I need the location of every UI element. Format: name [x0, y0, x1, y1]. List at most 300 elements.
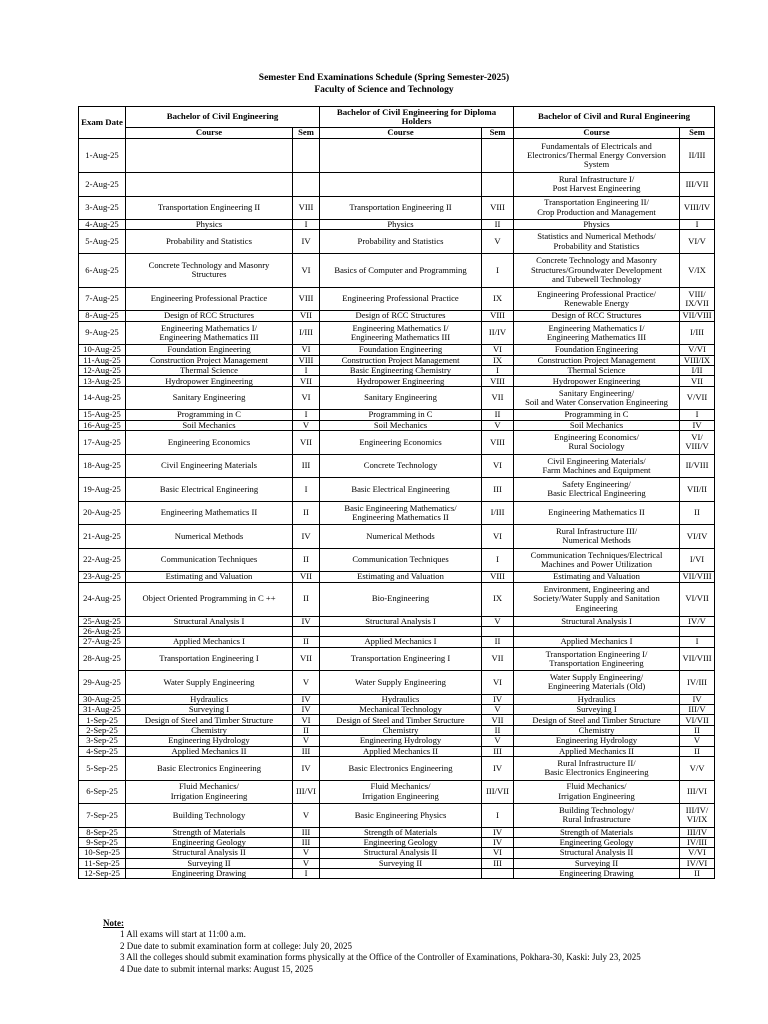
sem-cell-bce-diploma: V	[482, 736, 514, 746]
course-cell-bce-diploma: Transportation Engineering II	[320, 196, 482, 220]
course-header: Course	[126, 128, 293, 139]
sem-cell-bce: VII	[293, 311, 320, 321]
sem-cell-bce: VI	[293, 345, 320, 355]
course-cell-bce: Building Technology	[126, 804, 293, 828]
sem-cell-bce-diploma	[482, 173, 514, 197]
sem-cell-bce-diploma: IV	[482, 757, 514, 781]
sem-cell-bce-diploma: IX	[482, 287, 514, 311]
course-cell-bce-diploma: Basic Engineering Physics	[320, 804, 482, 828]
table-row	[79, 196, 715, 220]
course-cell-bcre: Communication Techniques/Electrical Machines and Power Utilization	[514, 548, 680, 572]
sem-cell-bcre: III/VII	[680, 173, 715, 197]
exam-date-cell: 5-Aug-25	[79, 230, 126, 254]
table-row	[79, 736, 715, 746]
document-heading	[0, 72, 768, 96]
course-cell-bcre: Structural Analysis I	[514, 616, 680, 626]
sem-cell-bce-diploma: IV	[482, 694, 514, 704]
course-cell-bce: Surveying I	[126, 705, 293, 715]
note-item: 3 All the colleges should submit examination forms physically at the Office of the Controller of Examinations, Pokhara-30, Kaski: July 23, 2025	[120, 952, 641, 963]
sem-cell-bce	[293, 626, 320, 636]
sem-cell-bcre: V/V	[680, 757, 715, 781]
course-cell-bcre: Strength of Materials	[514, 827, 680, 837]
program-header-bce-diploma: Bachelor of Civil Engineering for Diploma Holders	[320, 107, 514, 128]
sem-cell-bce: V	[293, 420, 320, 430]
table-row	[79, 548, 715, 572]
course-cell-bcre: Water Supply Engineering/ Engineering Materials (Old)	[514, 671, 680, 695]
sem-cell-bcre: VII/VIII	[680, 311, 715, 321]
sem-cell-bcre: IV	[680, 420, 715, 430]
course-cell-bce: Engineering Mathematics I/ Engineering Mathematics III	[126, 321, 293, 345]
sem-cell-bce-diploma: VI	[482, 345, 514, 355]
table-row	[79, 345, 715, 355]
course-cell-bce-diploma: Transportation Engineering I	[320, 647, 482, 671]
sem-cell-bce: III/VI	[293, 780, 320, 804]
exam-date-cell: 4-Sep-25	[79, 746, 126, 756]
course-cell-bce-diploma: Hydropower Engineering	[320, 376, 482, 386]
exam-date-cell: 25-Aug-25	[79, 616, 126, 626]
course-cell-bce-diploma: Communication Techniques	[320, 548, 482, 572]
course-cell-bce-diploma: Engineering Mathematics I/ Engineering Mathematics III	[320, 321, 482, 345]
table-row	[79, 454, 715, 478]
course-cell-bce: Thermal Science	[126, 366, 293, 376]
table-header-row	[79, 107, 715, 128]
table-row	[79, 311, 715, 321]
course-cell-bce: Civil Engineering Materials	[126, 454, 293, 478]
exam-date-cell: 1-Aug-25	[79, 139, 126, 173]
sem-cell-bce: III	[293, 827, 320, 837]
course-cell-bce: Numerical Methods	[126, 525, 293, 549]
sem-cell-bcre: VIII/IX	[680, 355, 715, 365]
table-row	[79, 355, 715, 365]
course-cell-bce-diploma: Structural Analysis II	[320, 848, 482, 858]
course-cell-bce-diploma: Strength of Materials	[320, 827, 482, 837]
sem-cell-bce-diploma: IV	[482, 837, 514, 847]
course-cell-bcre: Concrete Technology and Masonry Structures/Groundwater Development and Tubewell Technology	[514, 253, 680, 287]
sem-cell-bcre: IV/V	[680, 616, 715, 626]
course-cell-bce: Construction Project Management	[126, 355, 293, 365]
course-cell-bcre: Engineering Mathematics I/ Engineering Mathematics III	[514, 321, 680, 345]
sem-header: Sem	[680, 128, 715, 139]
sem-header: Sem	[482, 128, 514, 139]
sem-cell-bcre: IV/III	[680, 671, 715, 695]
course-cell-bce-diploma: Chemistry	[320, 725, 482, 735]
course-cell-bce-diploma: Applied Mechanics II	[320, 746, 482, 756]
course-cell-bcre: Fluid Mechanics/ Irrigation Engineering	[514, 780, 680, 804]
exam-date-cell: 23-Aug-25	[79, 572, 126, 582]
course-cell-bcre: Transportation Engineering I/ Transportation Engineering	[514, 647, 680, 671]
course-cell-bce: Probability and Statistics	[126, 230, 293, 254]
sem-cell-bce: V	[293, 736, 320, 746]
table-row	[79, 626, 715, 636]
sem-cell-bce: VIII	[293, 196, 320, 220]
sem-cell-bce	[293, 139, 320, 173]
course-cell-bce-diploma: Concrete Technology	[320, 454, 482, 478]
course-cell-bce-diploma	[320, 869, 482, 879]
course-cell-bce: Hydraulics	[126, 694, 293, 704]
table-row	[79, 386, 715, 410]
exam-date-cell: 2-Aug-25	[79, 173, 126, 197]
note-item: 4 Due date to submit internal marks: August 15, 2025	[120, 963, 313, 974]
table-row	[79, 410, 715, 420]
course-cell-bcre: Statistics and Numerical Methods/ Probability and Statistics	[514, 230, 680, 254]
table-row	[79, 694, 715, 704]
sem-cell-bcre	[680, 626, 715, 636]
course-cell-bcre: Rural Infrastructure III/ Numerical Methods	[514, 525, 680, 549]
sem-cell-bce-diploma: II	[482, 725, 514, 735]
note-item: 2 Due date to submit examination form at college: July 20, 2025	[120, 940, 352, 951]
sem-cell-bcre: VI/IV	[680, 525, 715, 549]
table-row	[79, 725, 715, 735]
table-row	[79, 647, 715, 671]
course-cell-bce-diploma: Programming in C	[320, 410, 482, 420]
course-cell-bce: Structural Analysis I	[126, 616, 293, 626]
exam-date-cell: 6-Sep-25	[79, 780, 126, 804]
course-cell-bce-diploma: Engineering Professional Practice	[320, 287, 482, 311]
course-cell-bce-diploma: Basic Engineering Chemistry	[320, 366, 482, 376]
sem-cell-bcre: VI/VII	[680, 715, 715, 725]
sem-cell-bcre: III/IV/ VI/IX	[680, 804, 715, 828]
course-cell-bcre: Engineering Drawing	[514, 869, 680, 879]
sem-cell-bce-diploma	[482, 869, 514, 879]
sem-cell-bce-diploma: V	[482, 420, 514, 430]
course-cell-bcre: Hydropower Engineering	[514, 376, 680, 386]
course-cell-bce-diploma: Basics of Computer and Programming	[320, 253, 482, 287]
sem-cell-bce-diploma: III	[482, 746, 514, 756]
course-cell-bcre: Physics	[514, 220, 680, 230]
sem-cell-bcre: VI/V	[680, 230, 715, 254]
sem-cell-bce-diploma: VIII	[482, 311, 514, 321]
sem-cell-bce: II	[293, 582, 320, 616]
sem-cell-bcre: VI/ VIII/V	[680, 431, 715, 455]
course-cell-bce: Basic Electronics Engineering	[126, 757, 293, 781]
course-cell-bce: Concrete Technology and Masonry Structures	[126, 253, 293, 287]
table-row	[79, 804, 715, 828]
exam-date-cell: 27-Aug-25	[79, 637, 126, 647]
course-cell-bcre: Rural Infrastructure II/ Basic Electronics Engineering	[514, 757, 680, 781]
course-cell-bcre: Estimating and Valuation	[514, 572, 680, 582]
sem-cell-bce-diploma: V	[482, 705, 514, 715]
course-cell-bcre: Hydraulics	[514, 694, 680, 704]
table-row	[79, 869, 715, 879]
course-cell-bce-diploma: Surveying II	[320, 858, 482, 868]
exam-date-cell: 12-Aug-25	[79, 366, 126, 376]
course-cell-bcre: Safety Engineering/ Basic Electrical Engineering	[514, 478, 680, 502]
course-cell-bcre: Design of Steel and Timber Structure	[514, 715, 680, 725]
table-row	[79, 253, 715, 287]
course-cell-bce-diploma: Sanitary Engineering	[320, 386, 482, 410]
exam-date-cell: 10-Aug-25	[79, 345, 126, 355]
table-row	[79, 637, 715, 647]
sem-cell-bce: IV	[293, 525, 320, 549]
sem-cell-bce: II	[293, 637, 320, 647]
sem-cell-bcre: VIII/ IX/VII	[680, 287, 715, 311]
sem-cell-bce-diploma: II	[482, 410, 514, 420]
table-row	[79, 848, 715, 858]
sem-cell-bce: IV	[293, 705, 320, 715]
course-cell-bcre: Building Technology/ Rural Infrastructure	[514, 804, 680, 828]
sem-cell-bcre: I/III	[680, 321, 715, 345]
sem-cell-bce: IV	[293, 616, 320, 626]
schedule-rows	[79, 139, 715, 879]
sem-cell-bce-diploma: VIII	[482, 196, 514, 220]
course-cell-bce: Hydropower Engineering	[126, 376, 293, 386]
exam-date-cell: 18-Aug-25	[79, 454, 126, 478]
exam-date-cell: 26-Aug-25	[79, 626, 126, 636]
sem-cell-bce: I	[293, 366, 320, 376]
course-cell-bce: Surveying II	[126, 858, 293, 868]
sem-cell-bce-diploma: I	[482, 366, 514, 376]
sem-cell-bcre: V/VI	[680, 345, 715, 355]
course-cell-bce-diploma: Engineering Economics	[320, 431, 482, 455]
course-cell-bce	[126, 173, 293, 197]
course-cell-bce: Soil Mechanics	[126, 420, 293, 430]
course-cell-bcre: Surveying II	[514, 858, 680, 868]
course-cell-bce: Applied Mechanics I	[126, 637, 293, 647]
course-cell-bcre: Engineering Mathematics II	[514, 501, 680, 525]
course-cell-bce-diploma: Bio-Engineering	[320, 582, 482, 616]
table-row	[79, 757, 715, 781]
course-cell-bce-diploma: Foundation Engineering	[320, 345, 482, 355]
sem-cell-bce-diploma: I/III	[482, 501, 514, 525]
table-row	[79, 173, 715, 197]
exam-date-cell: 13-Aug-25	[79, 376, 126, 386]
course-cell-bce: Engineering Economics	[126, 431, 293, 455]
course-cell-bcre: Sanitary Engineering/ Soil and Water Conservation Engineering	[514, 386, 680, 410]
exam-date-cell: 21-Aug-25	[79, 525, 126, 549]
course-cell-bce-diploma	[320, 626, 482, 636]
table-row	[79, 827, 715, 837]
sem-cell-bce: VI	[293, 715, 320, 725]
exam-date-cell: 3-Sep-25	[79, 736, 126, 746]
sem-header: Sem	[293, 128, 320, 139]
course-header: Course	[514, 128, 680, 139]
exam-date-cell: 8-Aug-25	[79, 311, 126, 321]
sem-cell-bce: III	[293, 454, 320, 478]
exam-date-cell: 11-Sep-25	[79, 858, 126, 868]
course-cell-bce-diploma: Basic Electrical Engineering	[320, 478, 482, 502]
exam-date-cell: 3-Aug-25	[79, 196, 126, 220]
table-row	[79, 525, 715, 549]
course-cell-bce: Transportation Engineering I	[126, 647, 293, 671]
sem-cell-bce: VII	[293, 572, 320, 582]
course-cell-bce-diploma: Soil Mechanics	[320, 420, 482, 430]
sem-cell-bce: V	[293, 671, 320, 695]
course-cell-bce: Strength of Materials	[126, 827, 293, 837]
course-cell-bce-diploma	[320, 173, 482, 197]
sem-cell-bce-diploma: VIII	[482, 431, 514, 455]
sem-cell-bcre: V/VI	[680, 848, 715, 858]
program-header-bce: Bachelor of Civil Engineering	[126, 107, 320, 128]
table-row	[79, 715, 715, 725]
sem-cell-bce: V	[293, 848, 320, 858]
exam-date-cell: 24-Aug-25	[79, 582, 126, 616]
note-item: 1 All exams will start at 11:00 a.m.	[120, 929, 246, 940]
course-cell-bce	[126, 626, 293, 636]
course-cell-bcre: Soil Mechanics	[514, 420, 680, 430]
sem-cell-bcre: III/V	[680, 705, 715, 715]
sem-cell-bce: VII	[293, 376, 320, 386]
course-cell-bce-diploma: Structural Analysis I	[320, 616, 482, 626]
sem-cell-bcre: III/IV	[680, 827, 715, 837]
course-cell-bce: Programming in C	[126, 410, 293, 420]
course-cell-bce	[126, 139, 293, 173]
sem-cell-bcre: VIII/IV	[680, 196, 715, 220]
sem-cell-bce-diploma: VI	[482, 671, 514, 695]
sem-cell-bce: I	[293, 220, 320, 230]
course-cell-bce: Water Supply Engineering	[126, 671, 293, 695]
sem-cell-bce: I	[293, 478, 320, 502]
course-cell-bce-diploma: Probability and Statistics	[320, 230, 482, 254]
table-row	[79, 366, 715, 376]
sem-cell-bce: V	[293, 858, 320, 868]
sem-cell-bce-diploma: VII	[482, 647, 514, 671]
exam-date-cell: 2-Sep-25	[79, 725, 126, 735]
course-cell-bcre: Chemistry	[514, 725, 680, 735]
course-cell-bcre: Structural Analysis II	[514, 848, 680, 858]
sem-cell-bcre: IV/III	[680, 837, 715, 847]
exam-date-cell: 12-Sep-25	[79, 869, 126, 879]
sem-cell-bce	[293, 173, 320, 197]
course-header: Course	[320, 128, 482, 139]
table-row	[79, 671, 715, 695]
course-cell-bcre: Design of RCC Structures	[514, 311, 680, 321]
sem-cell-bce-diploma: VIII	[482, 572, 514, 582]
course-cell-bce: Foundation Engineering	[126, 345, 293, 355]
exam-date-cell: 22-Aug-25	[79, 548, 126, 572]
notes-title: Note:	[103, 918, 124, 928]
sem-cell-bce: IV	[293, 694, 320, 704]
program-header-bcre: Bachelor of Civil and Rural Engineering	[514, 107, 715, 128]
sem-cell-bce: III	[293, 746, 320, 756]
sem-cell-bcre: V/IX	[680, 253, 715, 287]
course-cell-bce: Basic Electrical Engineering	[126, 478, 293, 502]
sem-cell-bcre: II/VIII	[680, 454, 715, 478]
sem-cell-bce-diploma: VI	[482, 848, 514, 858]
course-cell-bce-diploma: Mechanical Technology	[320, 705, 482, 715]
course-cell-bce: Engineering Drawing	[126, 869, 293, 879]
sem-cell-bcre: VII/VIII	[680, 647, 715, 671]
sem-cell-bce-diploma: V	[482, 230, 514, 254]
exam-date-cell: 9-Aug-25	[79, 321, 126, 345]
course-cell-bce: Engineering Mathematics II	[126, 501, 293, 525]
course-cell-bcre: Transportation Engineering II/ Crop Production and Management	[514, 196, 680, 220]
course-cell-bce: Fluid Mechanics/ Irrigation Engineering	[126, 780, 293, 804]
exam-date-cell: 19-Aug-25	[79, 478, 126, 502]
table-row	[79, 431, 715, 455]
sem-cell-bce: II	[293, 501, 320, 525]
sem-cell-bce-diploma: III	[482, 858, 514, 868]
sem-cell-bce: VIII	[293, 355, 320, 365]
sem-cell-bce-diploma: VII	[482, 386, 514, 410]
sem-cell-bce-diploma: VII	[482, 715, 514, 725]
course-cell-bcre: Construction Project Management	[514, 355, 680, 365]
table-row	[79, 420, 715, 430]
table-subheader-row	[79, 128, 715, 139]
sem-cell-bce-diploma: IV	[482, 827, 514, 837]
exam-date-cell: 5-Sep-25	[79, 757, 126, 781]
sem-cell-bce-diploma: II	[482, 637, 514, 647]
course-cell-bce-diploma: Water Supply Engineering	[320, 671, 482, 695]
sem-cell-bce: II	[293, 548, 320, 572]
course-cell-bce-diploma: Design of Steel and Timber Structure	[320, 715, 482, 725]
exam-date-cell: 28-Aug-25	[79, 647, 126, 671]
sem-cell-bce-diploma: IX	[482, 582, 514, 616]
sem-cell-bcre: V	[680, 736, 715, 746]
course-cell-bce-diploma: Basic Electronics Engineering	[320, 757, 482, 781]
sem-cell-bce-diploma: II	[482, 220, 514, 230]
exam-date-cell: 1-Sep-25	[79, 715, 126, 725]
exam-date-cell: 16-Aug-25	[79, 420, 126, 430]
course-cell-bce: Transportation Engineering II	[126, 196, 293, 220]
table-row	[79, 746, 715, 756]
table-row	[79, 582, 715, 616]
table-row	[79, 321, 715, 345]
sem-cell-bce: VIII	[293, 287, 320, 311]
course-cell-bcre: Rural Infrastructure I/ Post Harvest Engineering	[514, 173, 680, 197]
course-cell-bce: Sanitary Engineering	[126, 386, 293, 410]
sem-cell-bce-diploma: VI	[482, 525, 514, 549]
course-cell-bcre: Foundation Engineering	[514, 345, 680, 355]
document-title: Semester End Examinations Schedule (Spring Semester-2025)	[258, 73, 510, 83]
sem-cell-bce-diploma: I	[482, 253, 514, 287]
course-cell-bcre: Applied Mechanics II	[514, 746, 680, 756]
sem-cell-bcre: II	[680, 869, 715, 879]
exam-date-cell: 15-Aug-25	[79, 410, 126, 420]
sem-cell-bcre: VII	[680, 376, 715, 386]
notes-section	[103, 918, 641, 975]
exam-date-cell: 7-Sep-25	[79, 804, 126, 828]
sem-cell-bcre: I	[680, 637, 715, 647]
course-cell-bce: Design of RCC Structures	[126, 311, 293, 321]
course-cell-bcre: Surveying I	[514, 705, 680, 715]
course-cell-bce: Engineering Hydrology	[126, 736, 293, 746]
course-cell-bce: Applied Mechanics II	[126, 746, 293, 756]
sem-cell-bcre: I	[680, 410, 715, 420]
course-cell-bce-diploma: Fluid Mechanics/ Irrigation Engineering	[320, 780, 482, 804]
course-cell-bcre: Civil Engineering Materials/ Farm Machines and Equipment	[514, 454, 680, 478]
course-cell-bcre: Engineering Economics/ Rural Sociology	[514, 431, 680, 455]
sem-cell-bce: V	[293, 804, 320, 828]
sem-cell-bce-diploma: I	[482, 804, 514, 828]
course-cell-bce: Structural Analysis II	[126, 848, 293, 858]
sem-cell-bcre: III/VI	[680, 780, 715, 804]
sem-cell-bcre: IV/VI	[680, 858, 715, 868]
sem-cell-bcre: II	[680, 501, 715, 525]
course-cell-bce-diploma	[320, 139, 482, 173]
course-cell-bce: Chemistry	[126, 725, 293, 735]
table-row	[79, 376, 715, 386]
table-row	[79, 220, 715, 230]
sem-cell-bce-diploma: V	[482, 616, 514, 626]
exam-date-cell: 20-Aug-25	[79, 501, 126, 525]
table-row	[79, 616, 715, 626]
sem-cell-bce: I	[293, 410, 320, 420]
table-row	[79, 139, 715, 173]
exam-schedule-table	[78, 106, 715, 879]
course-cell-bce-diploma: Engineering Geology	[320, 837, 482, 847]
course-cell-bce: Object Oriented Programming in C ++	[126, 582, 293, 616]
course-cell-bcre: Programming in C	[514, 410, 680, 420]
sem-cell-bce-diploma: I	[482, 548, 514, 572]
sem-cell-bce: III	[293, 837, 320, 847]
sem-cell-bce-diploma: VIII	[482, 376, 514, 386]
course-cell-bce: Design of Steel and Timber Structure	[126, 715, 293, 725]
sem-cell-bce-diploma	[482, 139, 514, 173]
sem-cell-bce: IV	[293, 230, 320, 254]
sem-cell-bcre: VII/VIII	[680, 572, 715, 582]
course-cell-bce: Engineering Professional Practice	[126, 287, 293, 311]
sem-cell-bce-diploma: IX	[482, 355, 514, 365]
